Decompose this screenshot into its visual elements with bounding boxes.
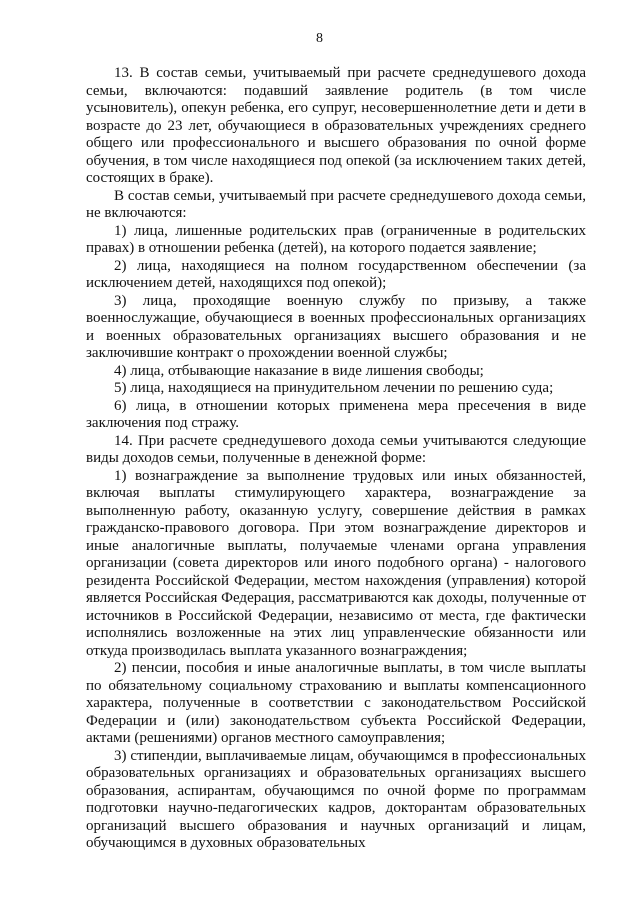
list-item-remuneration: 1) вознаграждение за выполнение трудовых или иных обязанностей, включая выплаты стимулирующего характера, вознаграждение за выполненную работу, оказанную услугу, совершение действия в рамках гражданско-правового договора. При этом вознаграждение директоров и иные аналогичные выплаты, получаемые членами органа управления организации (совета директоров или иного подобного органа) - налогового резидента Российской Федерации, местом нахождения (управления) которой является Российская Федерация, рассматриваются как доходы, полученные от источников в Российской Федерации, независимо от места, где фактически исполнялись возложенные на этих лиц управленческие обязанности или откуда производилась выплата указанного вознаграждения; [86,467,586,659]
list-item-pensions: 2) пенсии, пособия и иные аналогичные выплаты, в том числе выплаты по обязательному социальному страхованию и выплаты компенсационного характера, полученные в соответствии с законодательством Российской Федерации и (или) законодательством субъекта Российской Федерации, актами (решениями) органов местного самоуправления; [86,660,586,746]
page-number: 8 [316,31,323,46]
paragraph-13-family-composition: 13. В состав семьи, учитываемый при расчете среднедушевого дохода семьи, включаются: подавший заявление родитель (в том числе усыновитель), опекун ребенка, его супруг, несовершеннолетние дети и дети в возрасте до 23 лет, обучающиеся в образовательных учреждениях среднего общего или профессионального и высшего образования по очной форме обучения, в том числе находящиеся под опекой (за исключением таких детей, состоящих в браке). [86,65,586,186]
list-item-compulsory-treatment: 5) лица, находящиеся на принудительном лечении по решению суда; [114,380,554,396]
document-body [86,65,586,853]
list-item-scholarships: 3) стипендии, выплачиваемые лицам, обучающимся в профессиональных образовательных организациях и образовательных организациях высшего образования, аспирантам, обучающимся по очной форме по программам подготовки научно-педагогических кадров, докторантам образовательных организаций высшего образования и научных организаций и лицам, обучающимся в духовных образовательных [86,747,586,851]
list-item-imprisonment: 4) лица, отбывающие наказание в виде лишения свободы; [114,362,484,379]
list-item-military-service: 3) лица, проходящие военную службу по призыву, а также военнослужащие, обучающиеся в военных профессиональных организациях и военных образовательных организациях высшего образования и не заключившие контракт о прохождении военной службы; [86,292,586,361]
paragraph-not-included-intro: В состав семьи, учитываемый при расчете среднедушевого дохода семьи, не включаются: [86,187,586,221]
list-item-deprived-parents: 1) лица, лишенные родительских прав (ограниченные в родительских правах) в отношении ребенка (детей), на которого подается заявление; [86,222,586,256]
list-item-custody: 6) лица, в отношении которых применена мера пресечения в виде заключения под стражу. [86,397,586,431]
paragraph-14-income-types: 14. При расчете среднедушевого дохода семьи учитываются следующие виды доходов семьи, полученные в денежной форме: [86,432,586,466]
list-item-state-support: 2) лица, находящиеся на полном государственном обеспечении (за исключением детей, находящихся под опекой); [86,257,586,291]
